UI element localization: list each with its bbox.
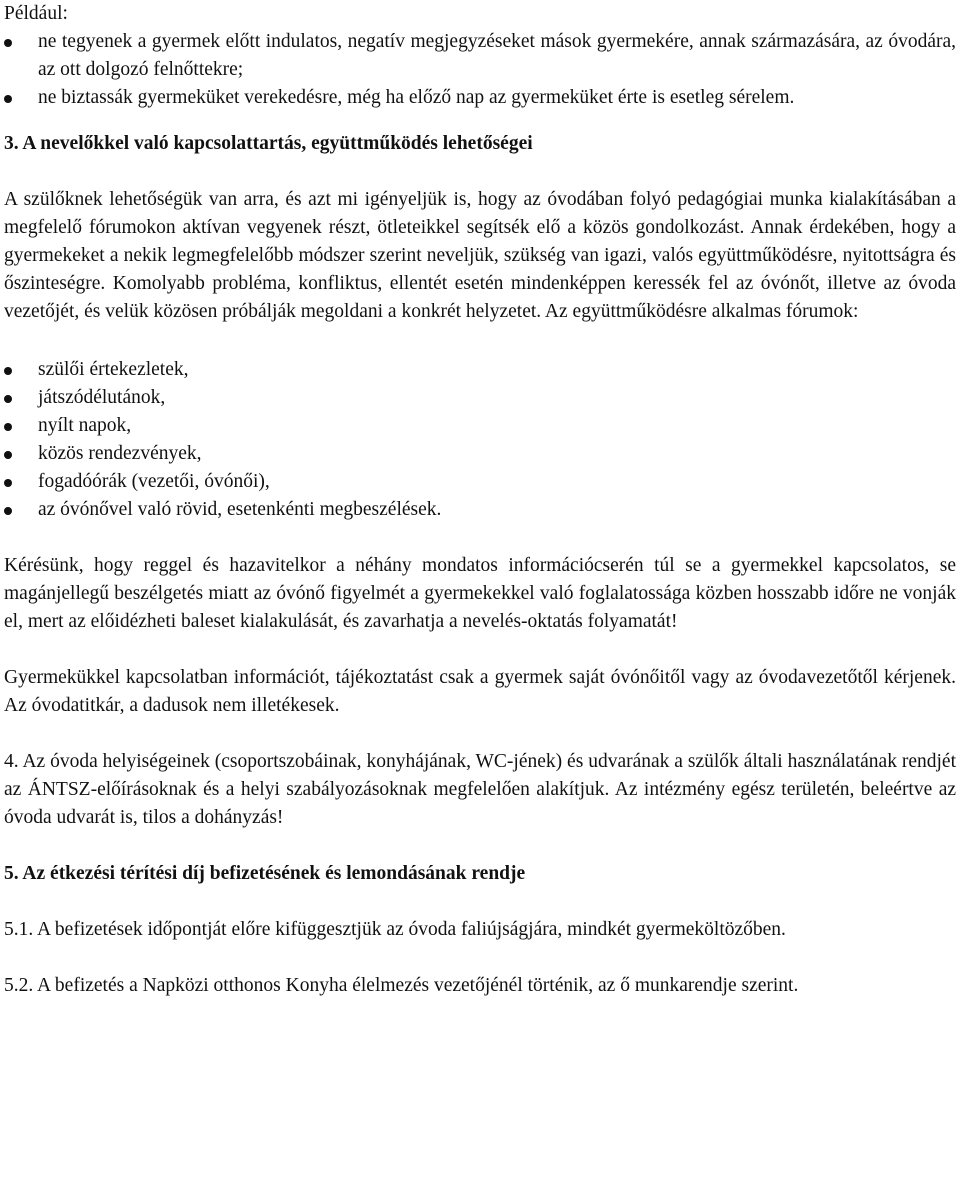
forum-list xyxy=(4,356,956,524)
example-list xyxy=(4,28,956,112)
bullet-icon xyxy=(4,507,12,515)
document-page xyxy=(4,0,956,1000)
bullet-icon xyxy=(4,39,12,47)
bullet-icon xyxy=(4,95,12,103)
section-3-heading: 3. A nevelőkkel való kapcsolattartás, együttműködés lehetőségei xyxy=(4,133,533,154)
bullet-icon xyxy=(4,451,12,459)
request-paragraph: Kérésünk, hogy reggel és hazavitelkor a néhány mondatos információcserén túl se a gyermekkel kapcsolatos, se magánjellegű beszélgetés miatt az óvónő figyelmét a gyermekekkel való foglalatossága közben hosszabb időre ne vonják el, mert az előidézheti baleset kialakulását, és zavarhatja a nevelés-oktatás folyamatát! xyxy=(4,555,956,632)
list-item xyxy=(4,440,956,468)
bullet-icon xyxy=(4,423,12,431)
section-5-heading: 5. Az étkezési térítési díj befizetésének és lemondásának rendje xyxy=(4,863,526,884)
bullet-icon xyxy=(4,479,12,487)
bullet-icon xyxy=(4,395,12,403)
list-item-text: szülői értekezletek, xyxy=(38,359,189,380)
section-4-paragraph: 4. Az óvoda helyiségeinek (csoportszobáinak, konyhájának, WC-jének) és udvarának a szülők általi használatának rendjét az ÁNTSZ-előírásoknak és a helyi szabályozásoknak megfelelően alakítjuk. Az intézmény egész területén, beleértve az óvoda udvarát is, tilos a dohányzás! xyxy=(4,751,956,828)
section-5-2-paragraph: 5.2. A befizetés a Napközi otthonos Konyha élelmezés vezetőjénél történik, az ő munkarendje szerint. xyxy=(4,975,799,996)
list-item-text: az óvónővel való rövid, esetenkénti megbeszélések. xyxy=(38,499,442,520)
intro-text: Például: xyxy=(4,3,68,24)
list-item xyxy=(4,412,956,440)
list-item xyxy=(4,384,956,412)
list-item xyxy=(4,468,956,496)
bullet-icon xyxy=(4,367,12,375)
list-item-text: ne biztassák gyermeküket verekedésre, még ha előző nap az gyermeküket érte is esetleg sérelem. xyxy=(38,87,795,108)
list-item-text: nyílt napok, xyxy=(38,415,132,436)
section-3-paragraph: A szülőknek lehetőségük van arra, és azt mi igényeljük is, hogy az óvodában folyó pedagógiai munka kialakításában a megfelelő fórumokon aktívan vegyenek részt, ötleteikkel segítsék elő a közös gondolkozást. Annak érdekében, hogy a gyermekeket a nekik legmegfelelőbb módszer szerint neveljük, szükség van igazi, valós együttműködésre, nyitottságra és őszinteségre. Komolyabb probléma, konfliktus, ellentét esetén mindenképpen keressék fel az óvónőt, illetve az óvoda vezetőjét, és velük közösen próbálják megoldani a konkrét helyzetet. Az együttműködésre alkalmas fórumok: xyxy=(4,189,956,322)
list-item xyxy=(4,28,956,84)
list-item-text: közös rendezvények, xyxy=(38,443,202,464)
section-5-1-paragraph: 5.1. A befizetések időpontját előre kifüggesztjük az óvoda faliújságjára, mindkét gyermeköltözőben. xyxy=(4,919,786,940)
list-item-text: ne tegyenek a gyermek előtt indulatos, negatív megjegyzéseket mások gyermekére, annak származására, az óvodára, az ott dolgozó felnőttekre; xyxy=(38,31,956,80)
list-item xyxy=(4,84,956,112)
list-item xyxy=(4,496,956,524)
list-item xyxy=(4,356,956,384)
list-item-text: játszódélutánok, xyxy=(38,387,166,408)
info-paragraph: Gyermekükkel kapcsolatban információt, tájékoztatást csak a gyermek saját óvónőitől vagy az óvodavezetőtől kérjenek. Az óvodatitkár, a dadusok nem illetékesek. xyxy=(4,667,956,716)
list-item-text: fogadóórák (vezetői, óvónői), xyxy=(38,471,270,492)
